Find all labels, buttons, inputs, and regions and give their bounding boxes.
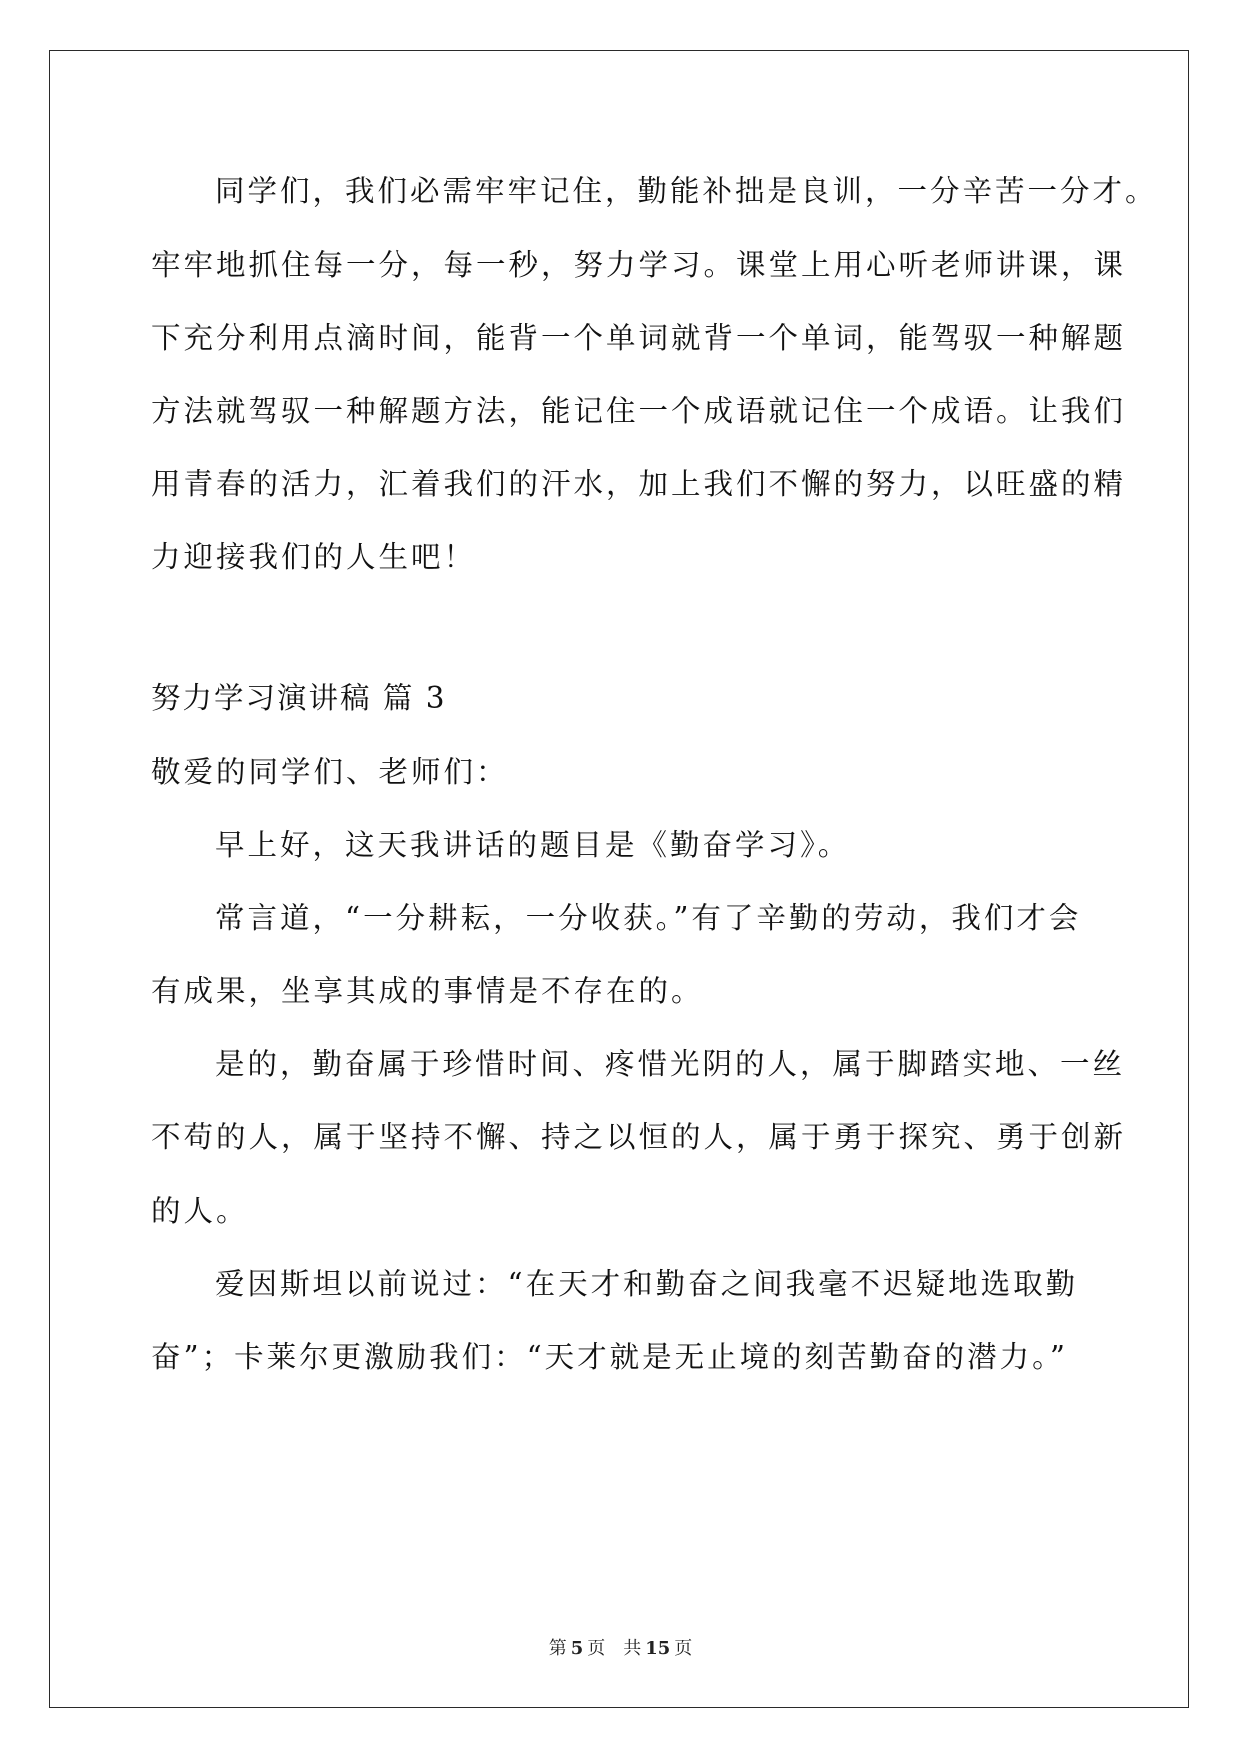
- paragraph-line: 早上好，这天我讲话的题目是《勤奋学习》。: [215, 828, 851, 862]
- paragraph-line: 方法就驾驭一种解题方法，能记住一个成语就记住一个成语。让我们: [151, 394, 1127, 428]
- total-page-count: 15: [645, 1638, 671, 1659]
- page-suffix: 页: [587, 1638, 606, 1659]
- total-prefix: 共: [623, 1638, 642, 1659]
- paragraph-line: 下充分利用点滴时间，能背一个单词就背一个单词，能驾驭一种解题: [151, 321, 1127, 355]
- paragraph-line: 同学们，我们必需牢牢记住，勤能补拙是良训，一分辛苦一分才。: [215, 174, 1158, 208]
- paragraph-line: 有成果，坐享其成的事情是不存在的。: [151, 974, 704, 1008]
- page-prefix: 第: [548, 1638, 567, 1659]
- paragraph-line: 是的，勤奋属于珍惜时间、疼惜光阴的人，属于脚踏实地、一丝: [215, 1047, 1126, 1081]
- paragraph-line: 牢牢地抓住每一分，每一秒，努力学习。课堂上用心听老师讲课，课: [151, 248, 1127, 282]
- salutation: 敬爱的同学们、老师们：: [151, 755, 509, 789]
- paragraph-line: 不苟的人，属于坚持不懈、持之以恒的人，属于勇于探究、勇于创新: [151, 1120, 1127, 1154]
- paragraph-line: 的人。: [151, 1194, 249, 1228]
- paragraph-line: 力迎接我们的人生吧！: [151, 540, 477, 574]
- paragraph-line: 奋”；卡莱尔更激励我们：“天才就是无止境的刻苦勤奋的潜力。”: [151, 1340, 1068, 1374]
- section-title: 努力学习演讲稿 篇 3: [151, 681, 447, 715]
- page-number-footer: [0, 1637, 1241, 1661]
- current-page-number: 5: [570, 1638, 584, 1659]
- paragraph-line: 用青春的活力，汇着我们的汗水，加上我们不懈的努力，以旺盛的精: [151, 467, 1127, 501]
- paragraph-line: 常言道，“一分耕耘，一分收获。”有了辛勤的劳动，我们才会: [215, 901, 1082, 935]
- paragraph-line: 爱因斯坦以前说过：“在天才和勤奋之间我毫不迟疑地选取勤: [215, 1267, 1079, 1301]
- page-border: [49, 50, 1189, 1708]
- total-suffix: 页: [674, 1638, 693, 1659]
